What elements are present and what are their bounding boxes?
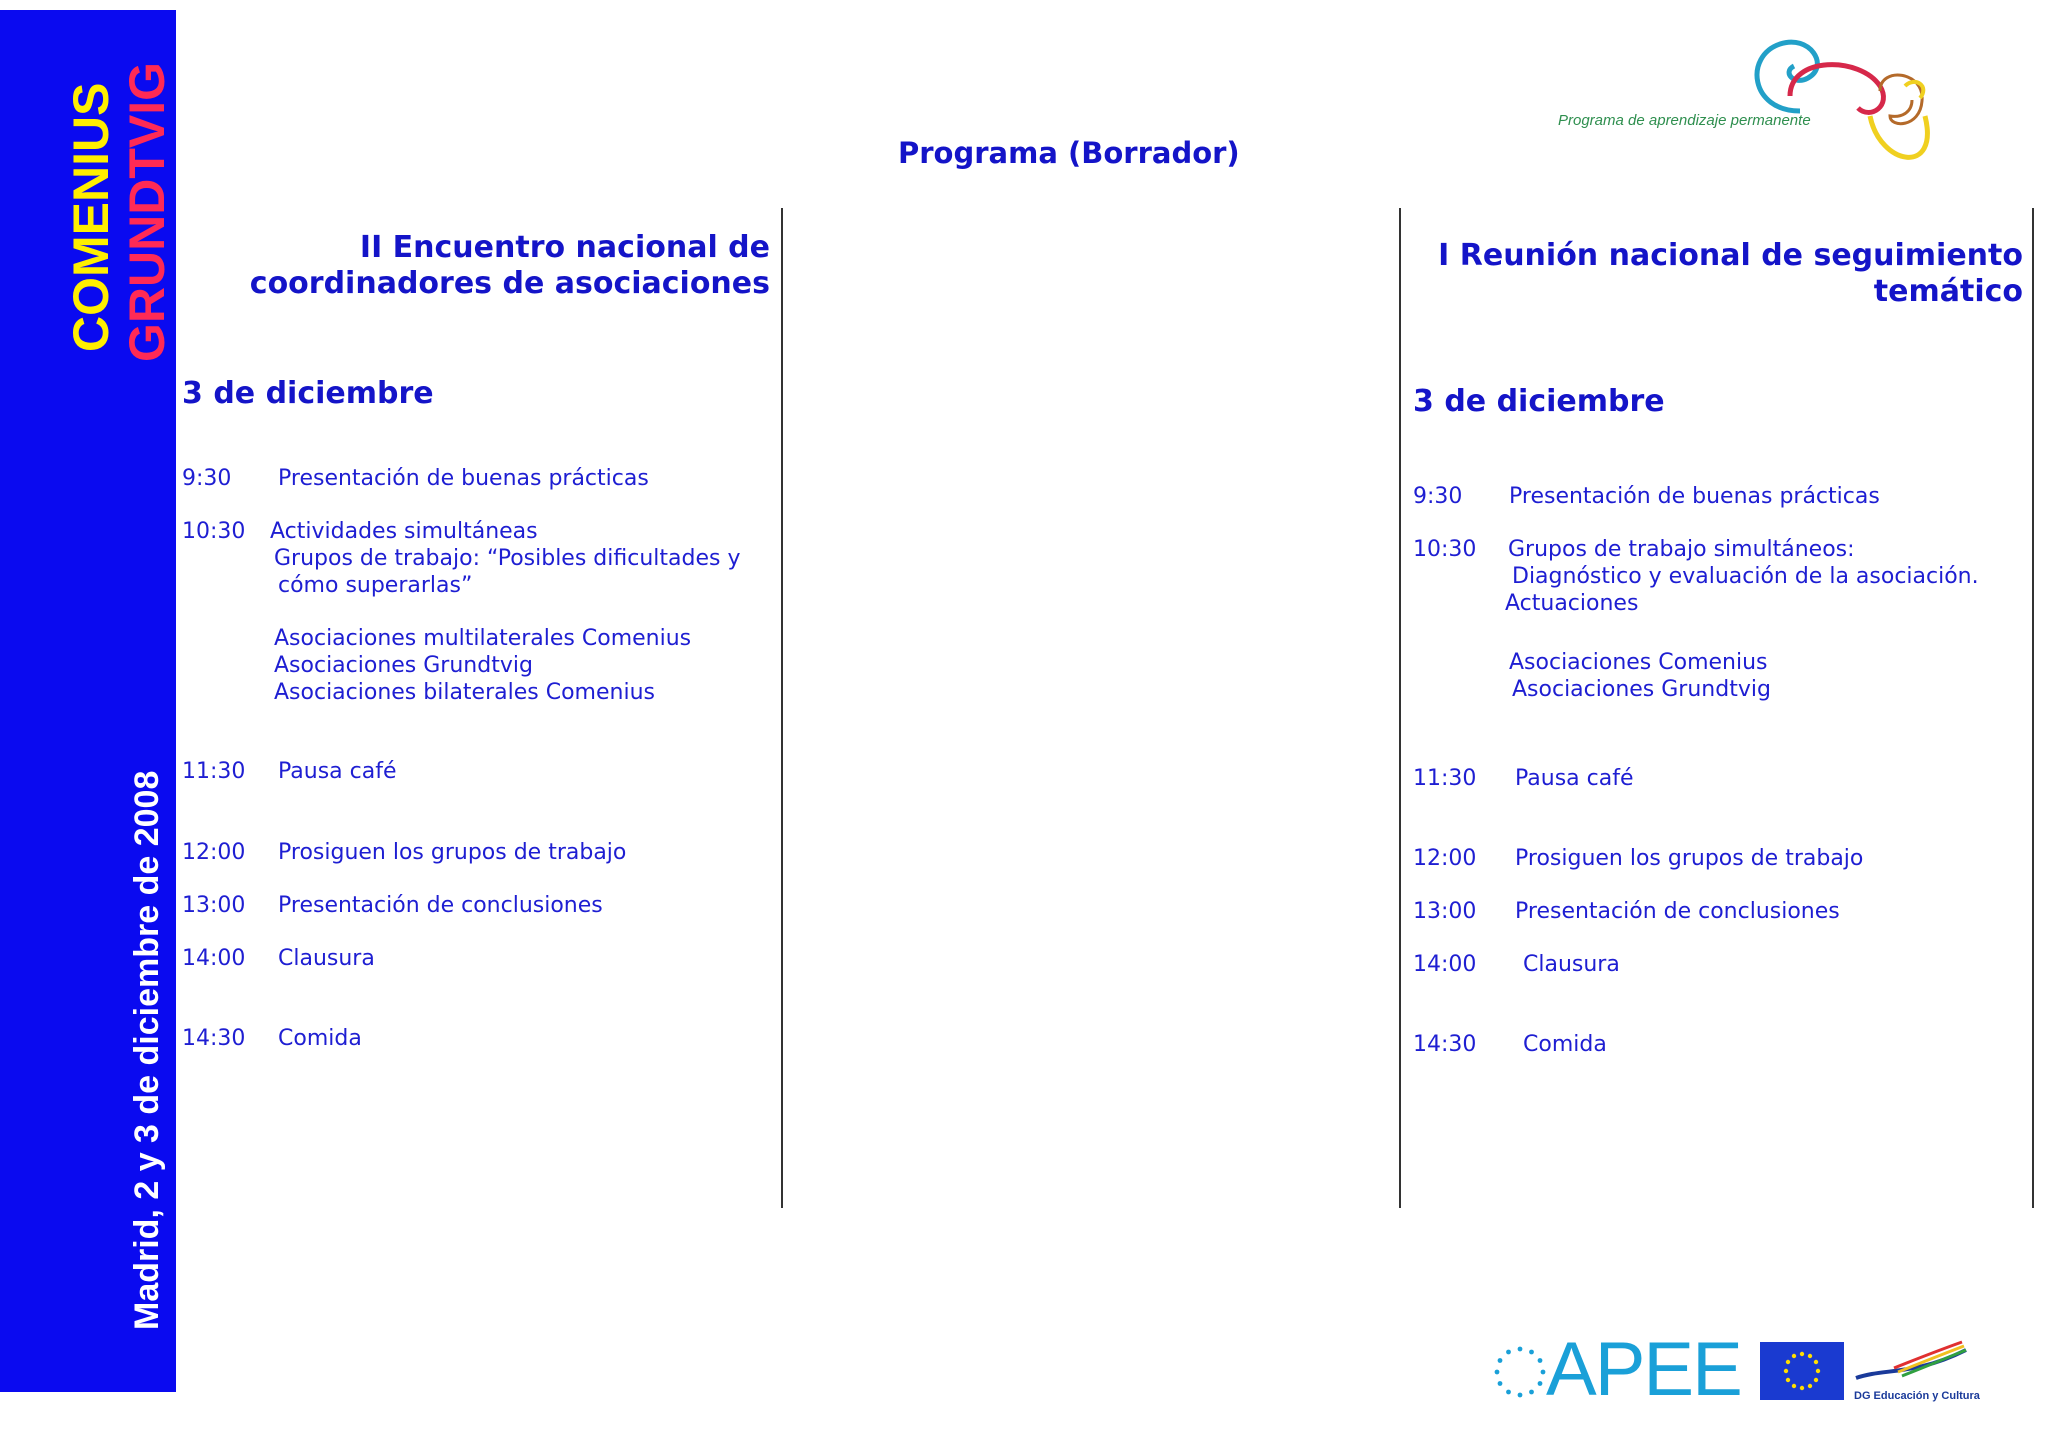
agenda-item	[182, 945, 375, 972]
left-program-column	[182, 230, 770, 1051]
agenda-text: Presentación de conclusiones	[278, 893, 603, 918]
agenda-text: Clausura	[1523, 952, 1620, 977]
agenda-subline: Grupos de trabajo: “Posibles dificultades y	[274, 546, 741, 571]
event-date-label: Madrid, 2 y 3 de diciembre de 2008	[128, 770, 166, 1330]
agenda-time: 14:30	[1413, 1032, 1477, 1057]
agenda-item	[1413, 1031, 1607, 1058]
dg-education-logo	[1854, 1338, 1970, 1388]
page-title: Programa (Borrador)	[898, 136, 1240, 170]
right-date: 3 de diciembre	[1413, 384, 1665, 419]
apee-stars-icon	[1492, 1344, 1548, 1400]
right-column-divider-right	[2032, 208, 2034, 1208]
eu-flag-icon	[1760, 1342, 1844, 1400]
agenda-item	[1413, 845, 1863, 872]
agenda-text: Presentación de buenas prácticas	[1509, 484, 1880, 509]
agenda-time: 10:30	[1413, 537, 1477, 562]
agenda-subline: Asociaciones Comenius	[1509, 650, 1768, 675]
agenda-item	[1413, 898, 1840, 925]
agenda-time: 13:00	[1413, 899, 1477, 924]
agenda-subline: Asociaciones Grundtvig	[274, 653, 533, 678]
agenda-text: Prosiguen los grupos de trabajo	[1515, 846, 1864, 871]
apee-logo-text: APEE	[1546, 1327, 1741, 1412]
agenda-time: 13:00	[182, 893, 246, 918]
agenda-time: 10:30	[182, 519, 246, 544]
agenda-subline: Asociaciones bilaterales Comenius	[274, 680, 655, 705]
left-heading	[182, 230, 770, 302]
agenda-text: Pausa café	[278, 759, 397, 784]
agenda-item	[1413, 536, 1855, 563]
agenda-item	[182, 758, 397, 785]
agenda-text: Grupos de trabajo simultáneos:	[1508, 537, 1855, 562]
agenda-time: 14:00	[182, 946, 246, 971]
dg-education-label: DG Educación y Cultura	[1854, 1390, 1980, 1402]
agenda-subline: Diagnóstico y evaluación de la asociación.	[1512, 564, 1979, 589]
right-column-divider-left	[1399, 208, 1401, 1208]
agenda-item	[182, 1025, 362, 1052]
agenda-subline: Asociaciones Grundtvig	[1512, 677, 1771, 702]
right-heading-line1: I Reunión nacional de seguimiento	[1438, 238, 2023, 273]
agenda-subline: cómo superarlas”	[278, 573, 473, 598]
agenda-time: 9:30	[182, 466, 232, 491]
agenda-subline: Actuaciones	[1505, 591, 1639, 616]
lifelong-learning-tagline: Programa de aprendizaje permanente	[1558, 112, 1811, 129]
agenda-text: Prosiguen los grupos de trabajo	[278, 840, 627, 865]
agenda-text: Comida	[1523, 1032, 1607, 1057]
agenda-time: 9:30	[1413, 484, 1463, 509]
agenda-time: 12:00	[1413, 846, 1477, 871]
agenda-text: Actividades simultáneas	[270, 519, 538, 544]
agenda-item	[182, 465, 649, 492]
agenda-item	[182, 892, 603, 919]
agenda-item	[182, 839, 626, 866]
agenda-time: 14:30	[182, 1026, 246, 1051]
grundtvig-label: GRUNDTVIG	[119, 62, 175, 362]
agenda-text: Comida	[278, 1026, 362, 1051]
agenda-time: 11:30	[1413, 766, 1477, 791]
agenda-subline: Asociaciones multilaterales Comenius	[274, 626, 692, 651]
agenda-time: 14:00	[1413, 952, 1477, 977]
agenda-item	[1413, 951, 1620, 978]
comenius-label: COMENIUS	[63, 82, 119, 352]
agenda-item	[1413, 483, 1880, 510]
agenda-time: 12:00	[182, 840, 246, 865]
left-heading-line2: coordinadores de asociaciones	[249, 266, 770, 301]
right-heading-line2: temático	[1873, 274, 2023, 309]
lifelong-learning-logo	[1730, 16, 1940, 176]
right-heading	[1413, 238, 2023, 310]
agenda-text: Pausa café	[1515, 766, 1634, 791]
left-date: 3 de diciembre	[182, 376, 434, 411]
agenda-text: Presentación de buenas prácticas	[278, 466, 649, 491]
right-program-column	[1413, 238, 2023, 1057]
agenda-text: Clausura	[278, 946, 375, 971]
agenda-item	[182, 518, 538, 545]
agenda-text: Presentación de conclusiones	[1515, 899, 1840, 924]
left-column-divider	[781, 208, 783, 1208]
agenda-time: 11:30	[182, 759, 246, 784]
agenda-item	[1413, 765, 1634, 792]
left-heading-line1: II Encuentro nacional de	[359, 230, 770, 265]
